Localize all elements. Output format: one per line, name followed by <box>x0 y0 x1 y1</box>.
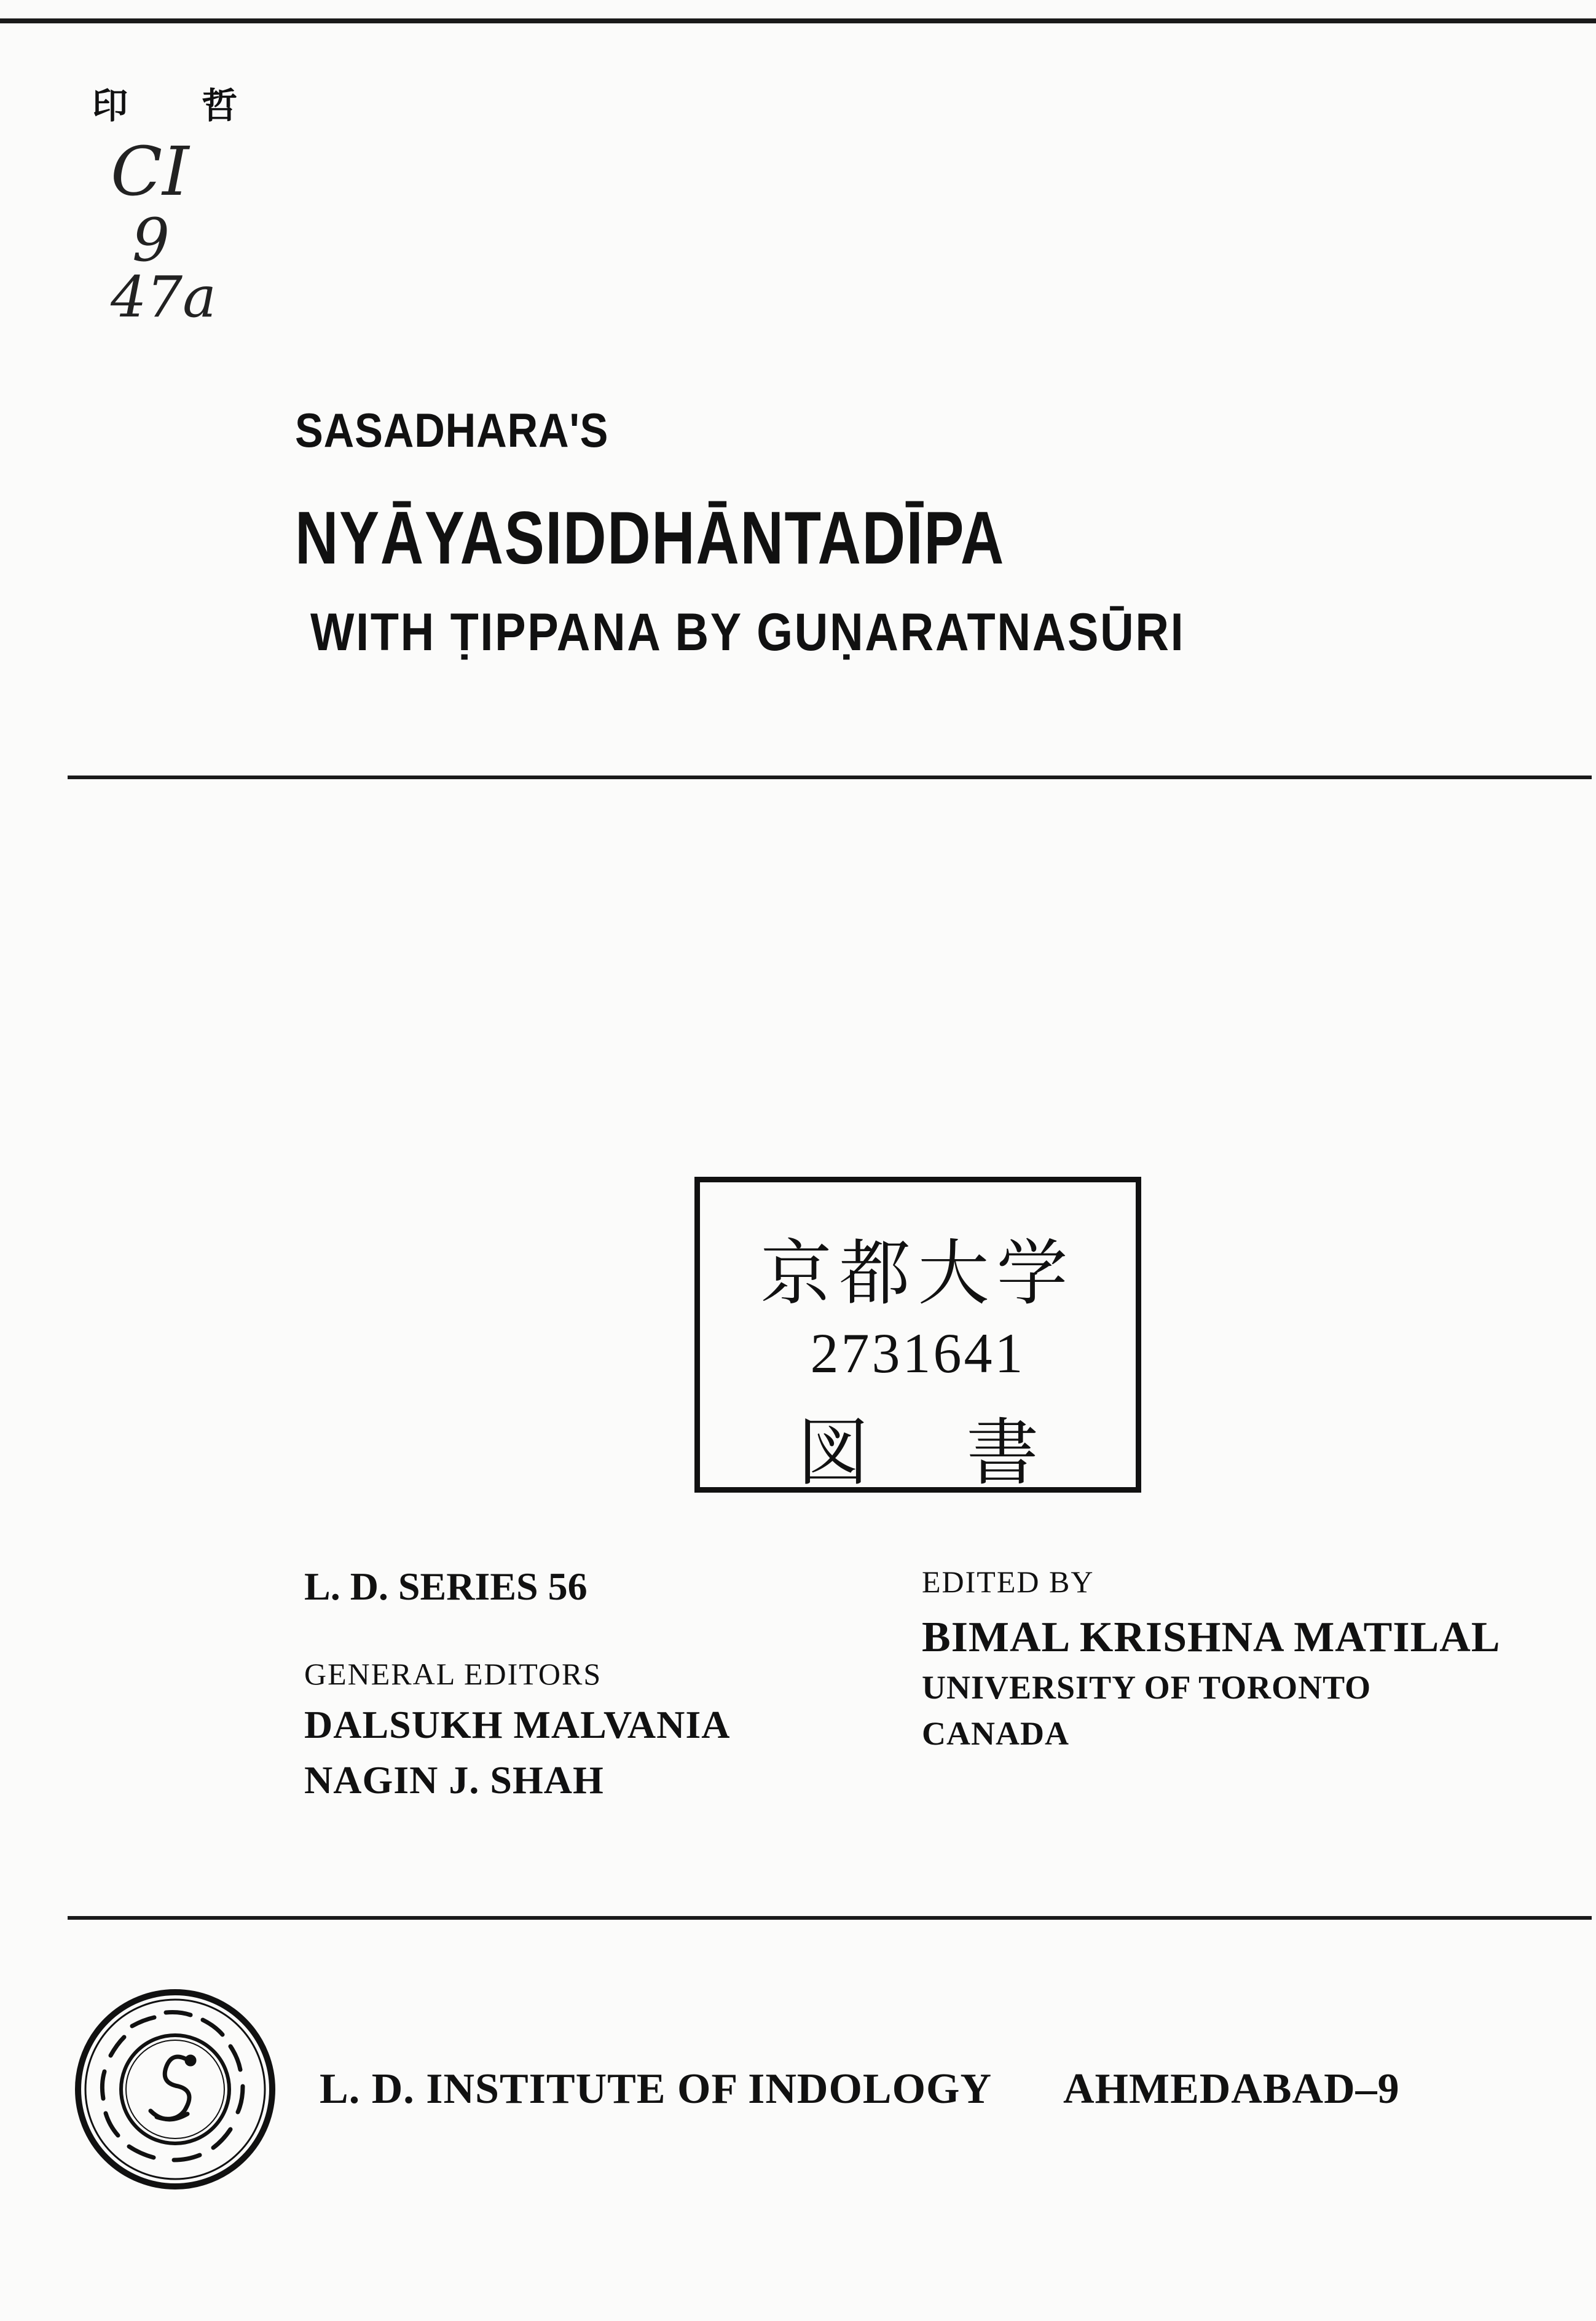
stamp-library-name: 京都大学 <box>760 1232 1075 1315</box>
editor-affiliation: UNIVERSITY OF TORONTO <box>922 1669 1372 1706</box>
title-divider-rule <box>68 776 1592 779</box>
call-number-line-2: 9 <box>132 206 170 275</box>
call-number-line-3: 47a <box>111 264 216 330</box>
editor-country: CANADA <box>922 1715 1069 1752</box>
series-name: L. D. SERIES 56 <box>304 1565 588 1608</box>
editor-name: BIMAL KRISHNA MATILAL <box>922 1614 1501 1661</box>
general-editor-2: NAGIN J. SHAH <box>304 1758 604 1802</box>
stamp-accession-number: 2731641 <box>810 1322 1026 1384</box>
call-number-cjk: 印 哲 <box>92 85 269 127</box>
general-editor-1: DALSUKH MALVANIA <box>304 1703 731 1746</box>
library-stamp <box>694 1177 1141 1493</box>
imprint-divider-rule <box>68 1916 1592 1920</box>
publisher-city: AHMEDABAD–9 <box>1063 2065 1400 2113</box>
publisher-name: L. D. INSTITUTE OF INDOLOGY <box>320 2065 993 2113</box>
stamp-library-word: 図 書 <box>796 1410 1039 1495</box>
author-heading: SASADHARA'S <box>295 403 609 457</box>
general-editors-label: GENERAL EDITORS <box>304 1657 602 1691</box>
call-number-line-1: CI <box>111 132 189 211</box>
edited-by-label: EDITED BY <box>922 1565 1095 1599</box>
institute-seal-icon <box>74 1988 277 2191</box>
book-title: NYĀYASIDDHĀNTADĪPA <box>295 496 1005 579</box>
book-subtitle: WITH ṬIPPANA BY GUṆARATNASŪRI <box>310 603 1185 662</box>
top-border-rule <box>0 18 1596 23</box>
